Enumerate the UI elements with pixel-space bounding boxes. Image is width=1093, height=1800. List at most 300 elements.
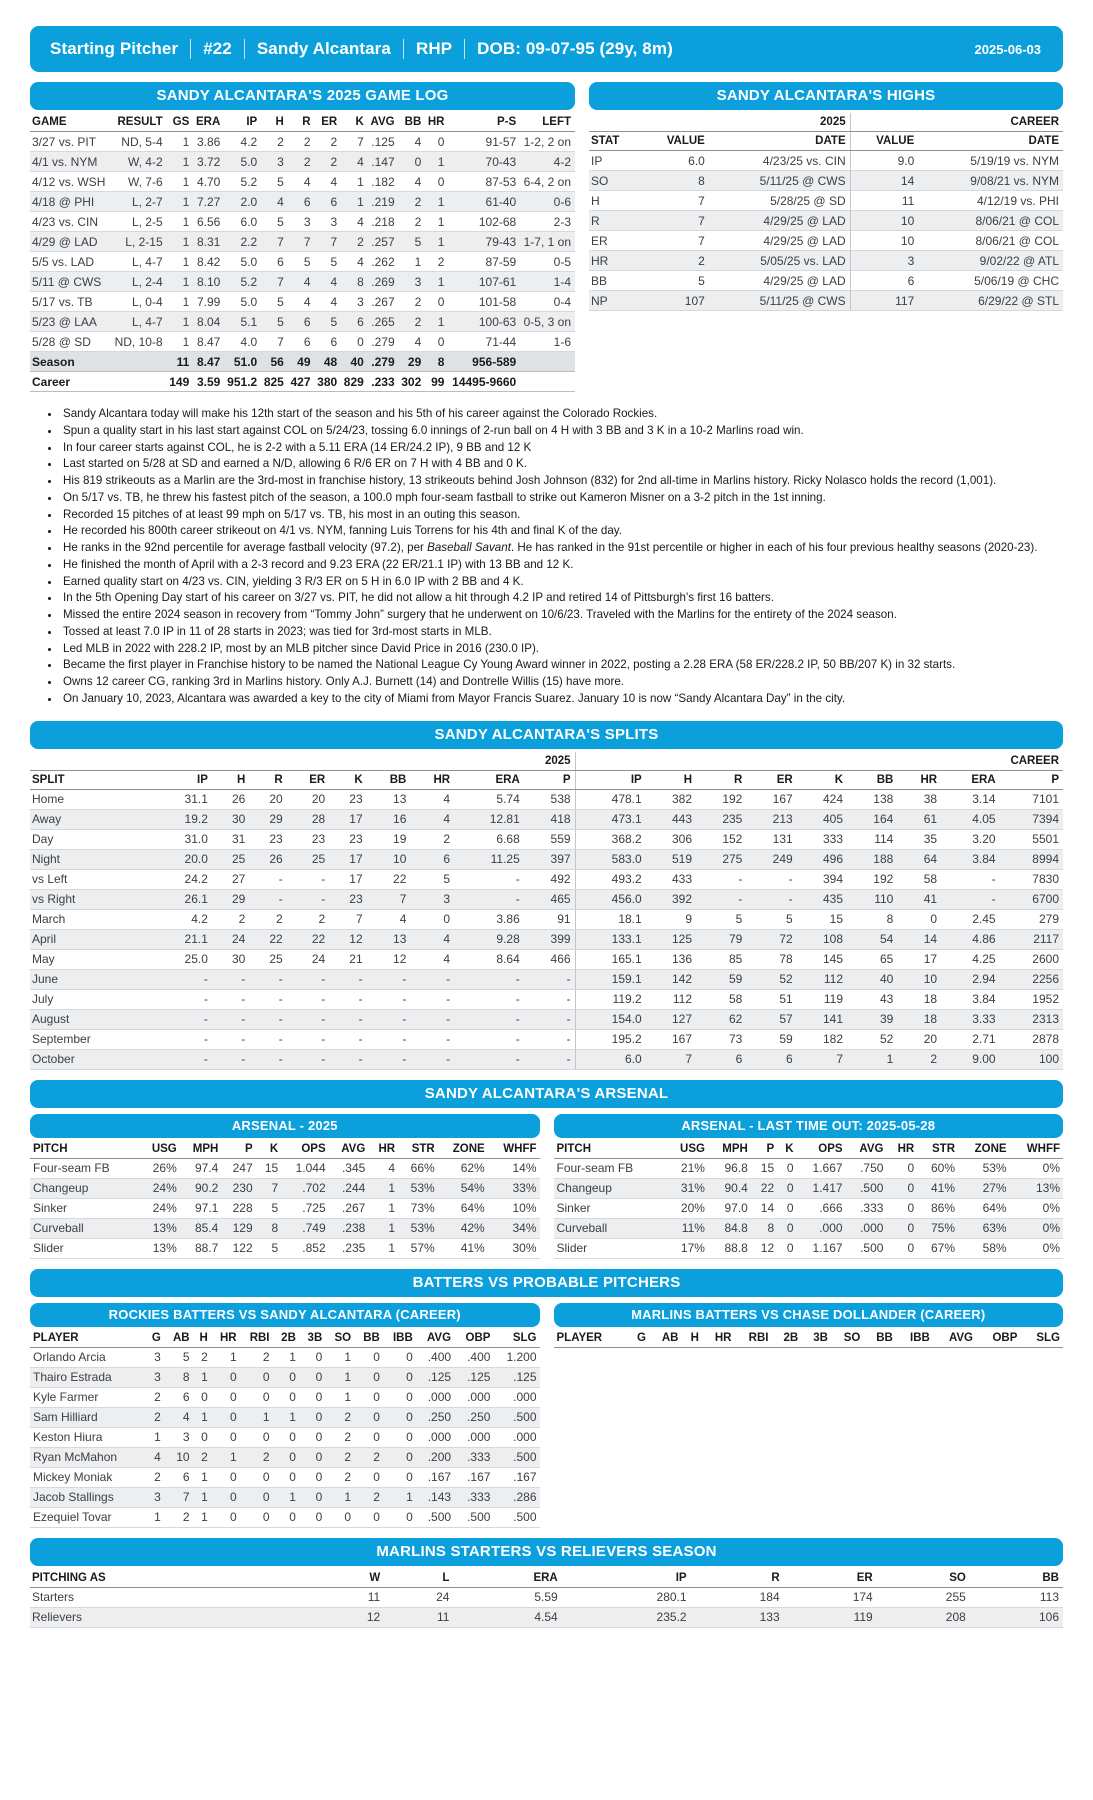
cell-value: 6 — [164, 1387, 193, 1407]
cell-value: .333 — [454, 1487, 493, 1507]
cell-value: 53% — [958, 1158, 1010, 1178]
cell-value: 228 — [221, 1198, 255, 1218]
table-row — [554, 1238, 1064, 1258]
cell-value: 496 — [797, 849, 847, 869]
summary-value: 14495-9660 — [448, 372, 520, 392]
cell-value: 152 — [696, 829, 746, 849]
column-header-ip: IP — [575, 770, 646, 789]
cell-value: 2 — [399, 312, 426, 332]
cell-value: 1 — [167, 252, 194, 272]
cell-value: 79-43 — [448, 232, 520, 252]
cell-value: 6 — [696, 1049, 746, 1069]
cell-value: 5 — [315, 312, 342, 332]
cell-value: 0 — [383, 1367, 416, 1387]
cell-value: - — [454, 1049, 524, 1069]
cell-value: 5 — [288, 252, 315, 272]
cell-value: 7.99 — [193, 292, 224, 312]
cell-value: 90.4 — [708, 1178, 751, 1198]
cell-value: 2 — [354, 1487, 383, 1507]
cell-value: - — [410, 989, 454, 1009]
cell-value: .125 — [454, 1367, 493, 1387]
cell-value: 65 — [847, 949, 897, 969]
cell-value: 368.2 — [575, 829, 646, 849]
cell-value: 1 — [240, 1407, 273, 1427]
cell-value: 31 — [212, 829, 249, 849]
column-header-zone: ZONE — [958, 1141, 1010, 1159]
cell-value: 0 — [273, 1467, 299, 1487]
cell-value: .500 — [454, 1507, 493, 1527]
row-label: Sam Hilliard — [30, 1407, 145, 1427]
splits-group-2025: 2025 — [155, 752, 575, 771]
cell-value: 5/11/25 @ CWS — [709, 171, 850, 191]
cell-value: 154.0 — [575, 1009, 646, 1029]
cell-value: 159.1 — [575, 969, 646, 989]
summary-value: .279 — [368, 352, 399, 372]
cell-value: 7 — [367, 889, 411, 909]
cell-value: 2.0 — [224, 192, 261, 212]
cell-value: 3 — [145, 1487, 164, 1507]
row-label: Changeup — [30, 1178, 139, 1198]
cell-value: 39 — [847, 1009, 897, 1029]
cell-value: .000 — [416, 1387, 454, 1407]
cell-value: 0 — [777, 1158, 796, 1178]
game-log-panel — [30, 82, 575, 392]
cell-value: 1-2, 2 on — [520, 132, 575, 152]
column-header-k: K — [256, 1141, 282, 1159]
game-date: 2025-06-03 — [974, 41, 1041, 57]
cell-value: 2 — [325, 1447, 354, 1467]
column-header-bb: BB — [367, 770, 411, 789]
column-header-ops: OPS — [281, 1141, 328, 1159]
cell-value: 8/06/21 @ COL — [918, 211, 1063, 231]
column-header-mph: MPH — [180, 1141, 222, 1159]
cell-value: .500 — [493, 1447, 539, 1467]
cell-value: 0 — [299, 1427, 325, 1447]
cell-value: 6.0 — [224, 212, 261, 232]
cell-value: .200 — [416, 1447, 454, 1467]
note-item: • In the 5th Opening Day start of his career on 3/27 vs. PIT, he did not allow a hit through 4.2 IP and retired 14 of Pittsburgh's first 16 batters. — [60, 590, 1063, 606]
cell-value: 195.2 — [575, 1029, 646, 1049]
cell-value: 2 — [897, 1049, 941, 1069]
cell-value: 2 — [399, 212, 426, 232]
summary-value: 3.59 — [193, 372, 224, 392]
cell-value: 5.2 — [224, 172, 261, 192]
cell-value: 538 — [524, 789, 575, 809]
cell-value: 57% — [398, 1238, 438, 1258]
column-header-p: P — [1000, 770, 1063, 789]
cell-value: - — [367, 989, 411, 1009]
cell-value: 26 — [249, 849, 286, 869]
note-item: • Spun a quality start in his last start against COL on 5/24/23, tossing 6.0 innings of 2-run ball on 4 H with 3 BB and 3 K in a 10-2 Marlins road win. — [60, 423, 1063, 439]
cell-value: 19 — [367, 829, 411, 849]
cell-value: 58 — [696, 989, 746, 1009]
cell-value: .167 — [493, 1467, 539, 1487]
note-item: • Earned quality start on 4/23 vs. CIN, yielding 3 R/3 ER on 5 H in 6.0 IP with 2 BB and 4 K. — [60, 574, 1063, 590]
player-header-banner — [30, 26, 1063, 72]
player-throws: RHP — [415, 39, 453, 58]
cell-value: 519 — [646, 849, 696, 869]
cell-value: 138 — [847, 789, 897, 809]
arsenal-2025-title: ARSENAL - 2025 — [30, 1114, 540, 1138]
cell-value: 9/02/22 @ ATL — [918, 251, 1063, 271]
cell-value: 54 — [847, 929, 897, 949]
cell-value: ND, 10-8 — [111, 332, 166, 352]
column-header-bb: BB — [847, 770, 897, 789]
column-header-er: ER — [746, 770, 796, 789]
row-label: 4/23 vs. CIN — [30, 212, 111, 232]
cell-value: 1 — [145, 1427, 164, 1447]
cell-value: 5 — [256, 1238, 282, 1258]
cell-value: 174 — [784, 1587, 877, 1607]
cell-value: 466 — [524, 949, 575, 969]
cell-value: 1 — [368, 1218, 398, 1238]
column-header-avg: AVG — [416, 1330, 454, 1348]
cell-value: 4 — [315, 292, 342, 312]
cell-value: L, 2-5 — [111, 212, 166, 232]
column-header-ibb: IBB — [383, 1330, 416, 1348]
cell-value: - — [524, 969, 575, 989]
cell-value: 11 — [384, 1607, 453, 1627]
cell-value: 1 — [211, 1347, 240, 1367]
cell-value: 64% — [438, 1198, 488, 1218]
column-header-k: K — [797, 770, 847, 789]
cell-value: 6 — [288, 192, 315, 212]
cell-value: 0 — [240, 1467, 273, 1487]
cell-value: 2 — [240, 1447, 273, 1467]
cell-value: .500 — [846, 1238, 887, 1258]
cell-value: 0 — [354, 1347, 383, 1367]
cell-value: 0 — [240, 1387, 273, 1407]
cell-value: 4.2 — [155, 909, 212, 929]
table-row — [30, 312, 575, 332]
cell-value: 5/28/25 @ SD — [709, 191, 850, 211]
cell-value: 3.86 — [193, 132, 224, 152]
column-header-p: P — [524, 770, 575, 789]
row-label: Slider — [554, 1238, 666, 1258]
cell-value: 1 — [167, 292, 194, 312]
cell-value: .500 — [493, 1407, 539, 1427]
cell-value: .167 — [416, 1467, 454, 1487]
cell-value: 235.2 — [562, 1607, 691, 1627]
cell-value: 66% — [398, 1158, 438, 1178]
bvp-right-table — [554, 1330, 1064, 1348]
cell-value: 1 — [193, 1407, 211, 1427]
cell-value: 0 — [211, 1507, 240, 1527]
row-label: Four-seam FB — [554, 1158, 666, 1178]
table-row — [554, 1198, 1064, 1218]
cell-value: 21 — [329, 949, 366, 969]
batters-vs-pitchers-panel — [30, 1269, 1063, 1528]
cell-value: 51 — [746, 989, 796, 1009]
cell-value: 1 — [325, 1387, 354, 1407]
summary-row — [30, 352, 575, 372]
cell-value: 8.47 — [193, 332, 224, 352]
cell-value: 7 — [641, 191, 708, 211]
cell-value: 29 — [249, 809, 286, 829]
cell-value: 8 — [847, 909, 897, 929]
cell-value: .265 — [368, 312, 399, 332]
cell-value: .000 — [416, 1427, 454, 1447]
cell-value: 17 — [329, 849, 366, 869]
cell-value: 13% — [1010, 1178, 1063, 1198]
column-header-str: STR — [398, 1141, 438, 1159]
cell-value: 119.2 — [575, 989, 646, 1009]
cell-value: 17 — [329, 869, 366, 889]
cell-value: .125 — [416, 1367, 454, 1387]
row-label: 4/18 @ PHI — [30, 192, 111, 212]
game-log-header-row — [30, 113, 575, 132]
cell-value: 5501 — [1000, 829, 1063, 849]
cell-value: 24 — [287, 949, 330, 969]
cell-value: 22 — [249, 929, 286, 949]
cell-value: 25 — [249, 949, 286, 969]
cell-value: 0 — [341, 332, 368, 352]
row-label: September — [30, 1029, 155, 1049]
note-item: • He ranks in the 92nd percentile for average fastball velocity (97.2), per Baseball Savant. He has ranked in the 91st percentile or higher in each of his four previous healthy seasons (2020-23). — [60, 540, 1063, 556]
cell-value: - — [287, 889, 330, 909]
summary-value: 51.0 — [224, 352, 261, 372]
cell-value: - — [155, 1009, 212, 1029]
table-row — [30, 949, 1063, 969]
cell-value: 5.0 — [224, 292, 261, 312]
cell-value: 0 — [193, 1387, 211, 1407]
cell-value: 165.1 — [575, 949, 646, 969]
splits-header-row — [30, 770, 1063, 789]
table-row — [30, 929, 1063, 949]
cell-value: 0% — [1010, 1218, 1063, 1238]
cell-value: 21% — [666, 1158, 708, 1178]
table-row — [30, 969, 1063, 989]
cell-value: 0 — [886, 1218, 917, 1238]
cell-value: 280.1 — [562, 1587, 691, 1607]
cell-value: 31.0 — [155, 829, 212, 849]
cell-value: 4 — [315, 172, 342, 192]
cell-value: .702 — [281, 1178, 328, 1198]
cell-value: 4 — [164, 1407, 193, 1427]
cell-value: 6.56 — [193, 212, 224, 232]
cell-value: 1 — [325, 1347, 354, 1367]
cell-value: 52 — [847, 1029, 897, 1049]
table-row — [30, 809, 1063, 829]
cell-value: 0 — [299, 1347, 325, 1367]
cell-value: 2 — [399, 192, 426, 212]
cell-value: - — [329, 1009, 366, 1029]
cell-value: 493.2 — [575, 869, 646, 889]
cell-value: 4.25 — [941, 949, 1000, 969]
cell-value: 6 — [410, 849, 454, 869]
row-label: Sinker — [554, 1198, 666, 1218]
cell-value: 2313 — [1000, 1009, 1063, 1029]
table-row — [30, 1198, 540, 1218]
note-item: • Owns 12 career CG, ranking 3rd in Marlins history. Only A.J. Burnett (14) and Dontrelle Willis (15) have more. — [60, 674, 1063, 690]
column-header-r: R — [288, 113, 315, 132]
column-header-g: G — [628, 1330, 649, 1348]
column-header-player: PLAYER — [30, 1330, 145, 1348]
row-label: vs Right — [30, 889, 155, 909]
cell-value: 0 — [425, 292, 448, 312]
cell-value: 22 — [367, 869, 411, 889]
cell-value: 7 — [261, 232, 288, 252]
cell-value: W, 7-6 — [111, 172, 166, 192]
cell-value: 1.167 — [797, 1238, 846, 1258]
cell-value: 102-68 — [448, 212, 520, 232]
cell-value: 1 — [425, 152, 448, 172]
cell-value: .182 — [368, 172, 399, 192]
cell-value: 1 — [167, 232, 194, 252]
cell-value: 4/29/25 @ LAD — [709, 271, 850, 291]
cell-value: 91-57 — [448, 132, 520, 152]
cell-value: 4 — [368, 1158, 398, 1178]
column-header-w: W — [315, 1569, 384, 1588]
row-label: Relievers — [30, 1607, 315, 1627]
summary-value: 99 — [425, 372, 448, 392]
arsenal-2025-panel — [30, 1114, 540, 1259]
cell-value: 106 — [970, 1607, 1063, 1627]
row-label: Curveball — [554, 1218, 666, 1238]
cell-value: 4/29/25 @ LAD — [709, 211, 850, 231]
cell-value: 6 — [288, 332, 315, 352]
column-header-whff: WHFF — [1010, 1141, 1063, 1159]
row-label: Away — [30, 809, 155, 829]
cell-value: 15 — [797, 909, 847, 929]
cell-value: 0-4 — [520, 292, 575, 312]
cell-value: 4 — [261, 192, 288, 212]
table-row — [30, 1238, 540, 1258]
cell-value: 8/06/21 @ COL — [918, 231, 1063, 251]
column-header-bb: BB — [863, 1330, 895, 1348]
cell-value: 1 — [325, 1367, 354, 1387]
cell-value: 478.1 — [575, 789, 646, 809]
column-header-obp: OBP — [976, 1330, 1020, 1348]
cell-value: 0 — [777, 1218, 796, 1238]
cell-value: 5 — [256, 1198, 282, 1218]
cell-value: 4/23/25 vs. CIN — [709, 151, 850, 171]
row-label: Mickey Moniak — [30, 1467, 145, 1487]
cell-value: .500 — [416, 1507, 454, 1527]
cell-value: 249 — [746, 849, 796, 869]
cell-value: 117 — [850, 291, 918, 311]
cell-value: - — [454, 889, 524, 909]
cell-value: 22 — [287, 929, 330, 949]
cell-value: .000 — [846, 1218, 887, 1238]
cell-value: 167 — [646, 1029, 696, 1049]
summary-value: 951.2 — [224, 372, 261, 392]
cell-value: 1 — [847, 1049, 897, 1069]
cell-value: 5 — [696, 909, 746, 929]
cell-value: 71-44 — [448, 332, 520, 352]
cell-value: 2 — [261, 132, 288, 152]
cell-value: 7 — [329, 909, 366, 929]
cell-value: 145 — [797, 949, 847, 969]
column-header-str: STR — [917, 1141, 958, 1159]
cell-value: 142 — [646, 969, 696, 989]
cell-value: 107 — [641, 291, 708, 311]
column-header-value: VALUE — [641, 132, 708, 151]
cell-value: 5/19/19 vs. NYM — [918, 151, 1063, 171]
cell-value: 255 — [877, 1587, 970, 1607]
summary-value — [520, 352, 575, 372]
cell-value: 24 — [212, 929, 249, 949]
cell-value: .400 — [416, 1347, 454, 1367]
cell-value: 27% — [958, 1178, 1010, 1198]
row-label: Orlando Arcia — [30, 1347, 145, 1367]
cell-value: 394 — [797, 869, 847, 889]
starters-relievers-title: MARLINS STARTERS VS RELIEVERS SEASON — [30, 1538, 1063, 1566]
cell-value: 465 — [524, 889, 575, 909]
cell-value: 0 — [383, 1387, 416, 1407]
cell-value: 1.417 — [797, 1178, 846, 1198]
cell-value: 24% — [139, 1178, 180, 1198]
cell-value: 4 — [399, 132, 426, 152]
cell-value: 23 — [329, 789, 366, 809]
column-header-era: ERA — [941, 770, 1000, 789]
splits-table — [30, 752, 1063, 1070]
cell-value: 18 — [897, 989, 941, 1009]
note-item: • Last started on 5/28 at SD and earned a N/D, allowing 6 R/6 ER on 7 H with 4 BB and 0 K. — [60, 456, 1063, 472]
cell-value: .286 — [493, 1487, 539, 1507]
highs-group-2025: 2025 — [641, 113, 850, 132]
splits-group-career: CAREER — [575, 752, 1063, 771]
cell-value: 10 — [897, 969, 941, 989]
cell-value: 110 — [847, 889, 897, 909]
row-label: August — [30, 1009, 155, 1029]
cell-value: 0 — [777, 1238, 796, 1258]
cell-value: - — [941, 869, 1000, 889]
cell-value: .852 — [281, 1238, 328, 1258]
summary-value: .233 — [368, 372, 399, 392]
column-header-bb: BB — [399, 113, 426, 132]
cell-value: 3.86 — [454, 909, 524, 929]
cell-value: .267 — [329, 1198, 369, 1218]
cell-value: 0 — [886, 1198, 917, 1218]
cell-value: 0 — [211, 1467, 240, 1487]
cell-value: 4 — [315, 272, 342, 292]
cell-value: 5 — [261, 172, 288, 192]
cell-value: 85 — [696, 949, 746, 969]
cell-value: 84.8 — [708, 1218, 751, 1238]
cell-value: 85.4 — [180, 1218, 222, 1238]
column-header-hr: HR — [425, 113, 448, 132]
summary-value: 29 — [399, 352, 426, 372]
cell-value: 1 — [273, 1407, 299, 1427]
cell-value: 235 — [696, 809, 746, 829]
cell-value: - — [746, 869, 796, 889]
cell-value: 10 — [367, 849, 411, 869]
cell-value: 8.04 — [193, 312, 224, 332]
cell-value: 1 — [167, 192, 194, 212]
splits-title: SANDY ALCANTARA'S SPLITS — [30, 721, 1063, 749]
cell-value: 2 — [212, 909, 249, 929]
cell-value: 64 — [897, 849, 941, 869]
highs-group-row — [589, 113, 1063, 132]
column-header-er: ER — [287, 770, 330, 789]
cell-value: 2 — [354, 1447, 383, 1467]
column-header-hr: HR — [886, 1141, 917, 1159]
column-header-bb: BB — [970, 1569, 1063, 1588]
cell-value: - — [454, 1009, 524, 1029]
cell-value: 18.1 — [575, 909, 646, 929]
cell-value: 25 — [212, 849, 249, 869]
cell-value: 20% — [666, 1198, 708, 1218]
cell-value: - — [329, 1029, 366, 1049]
arsenal-last-out-table — [554, 1141, 1064, 1259]
cell-value: 2 — [315, 152, 342, 172]
arsenal-title: SANDY ALCANTARA'S ARSENAL — [30, 1080, 1063, 1108]
cell-value: 0-6 — [520, 192, 575, 212]
column-header-so: SO — [831, 1330, 863, 1348]
cell-value: 30 — [212, 949, 249, 969]
cell-value: 3 — [288, 212, 315, 232]
